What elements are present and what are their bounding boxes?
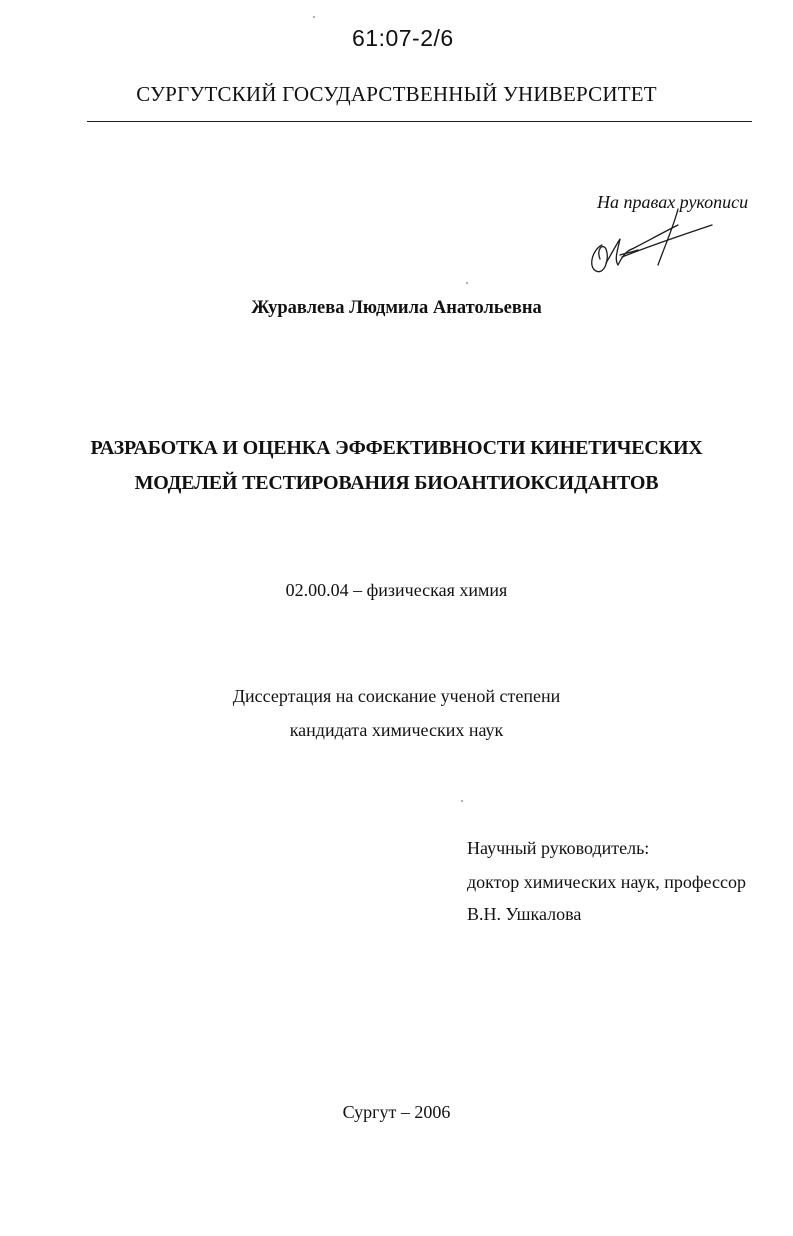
scan-speck: [313, 16, 315, 18]
supervisor-label: Научный руководитель:: [467, 838, 650, 858]
supervisor-name: В.Н. Ушкалова: [467, 904, 582, 924]
supervisor-rank: доктор химических наук, профессор: [467, 872, 746, 892]
rights-note: На правах рукописи: [597, 192, 749, 212]
catalog-code: 61:07-2/6: [352, 25, 454, 51]
author-name: Журавлева Людмила Анатольевна: [251, 298, 542, 318]
degree-line-2: кандидата химических наук: [289, 720, 504, 740]
specialty-code: 02.00.04 – физическая химия: [285, 580, 508, 600]
scan-speck: [466, 282, 468, 284]
signature-mark: [582, 205, 722, 280]
thesis-title-line-1: РАЗРАБОТКА И ОЦЕНКА ЭФФЕКТИВНОСТИ КИНЕТИЧЕСКИХ: [90, 437, 703, 459]
university-name: СУРГУТСКИЙ ГОСУДАРСТВЕННЫЙ УНИВЕРСИТЕТ: [136, 82, 657, 106]
scan-speck: [461, 800, 463, 802]
thesis-title-line-2: МОДЕЛЕЙ ТЕСТИРОВАНИЯ БИОАНТИОКСИДАНТОВ: [134, 472, 659, 494]
degree-line-1: Диссертация на соискание ученой степени: [232, 686, 561, 706]
city-year: Сургут – 2006: [342, 1102, 451, 1122]
header-divider: [87, 121, 752, 122]
